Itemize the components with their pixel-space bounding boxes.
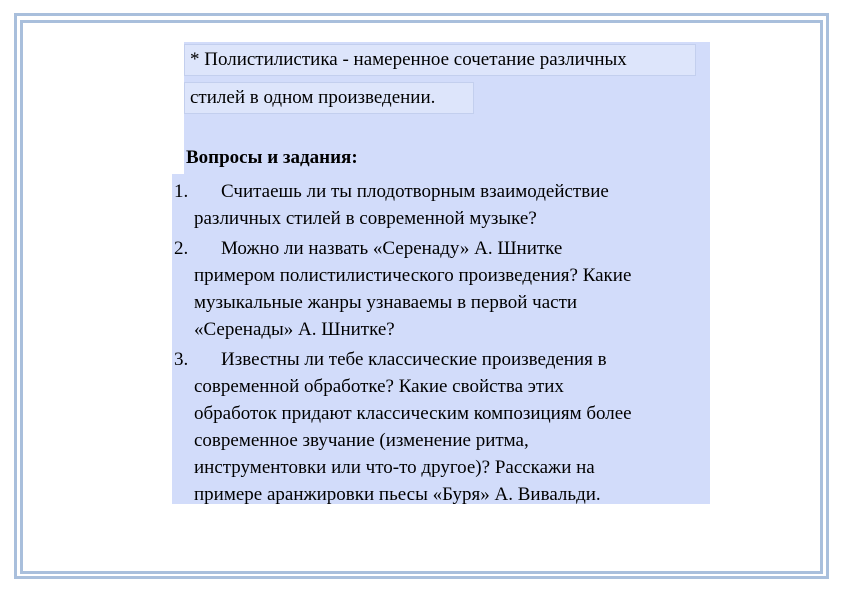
- question-line: современной обработке? Какие свойства этих: [194, 376, 564, 397]
- question-line: инструментовки или что-то другое)? Расскажи на: [194, 457, 595, 478]
- question-line: различных стилей в современной музыке?: [194, 208, 537, 229]
- definition-note-line-2: стилей в одном произведении.: [184, 82, 474, 114]
- question-2: [174, 235, 631, 343]
- question-line: Можно ли назвать «Серенаду» А. Шнитке: [221, 238, 563, 259]
- questions-heading: Вопросы и задания:: [186, 147, 358, 168]
- question-number: 3.: [174, 349, 189, 370]
- question-1: [174, 178, 609, 232]
- definition-note-line-1: * Полистилистика - намеренное сочетание различных: [184, 44, 696, 76]
- question-number: 1.: [174, 181, 189, 202]
- question-line: примере аранжировки пьесы «Буря» А. Вивальди.: [194, 484, 601, 505]
- question-line: современное звучание (изменение ритма,: [194, 430, 529, 451]
- question-line: Известны ли тебе классические произведения в: [221, 349, 607, 370]
- question-line: Считаешь ли ты плодотворным взаимодействие: [221, 181, 609, 202]
- question-line: «Серенады» А. Шнитке?: [194, 319, 395, 340]
- question-line: примером полистилистического произведения? Какие: [194, 265, 632, 286]
- question-line: обработок придают классическим композициям более: [194, 403, 632, 424]
- question-number: 2.: [174, 238, 189, 259]
- question-line: музыкальные жанры узнаваемы в первой части: [194, 292, 578, 313]
- question-3: [174, 346, 632, 508]
